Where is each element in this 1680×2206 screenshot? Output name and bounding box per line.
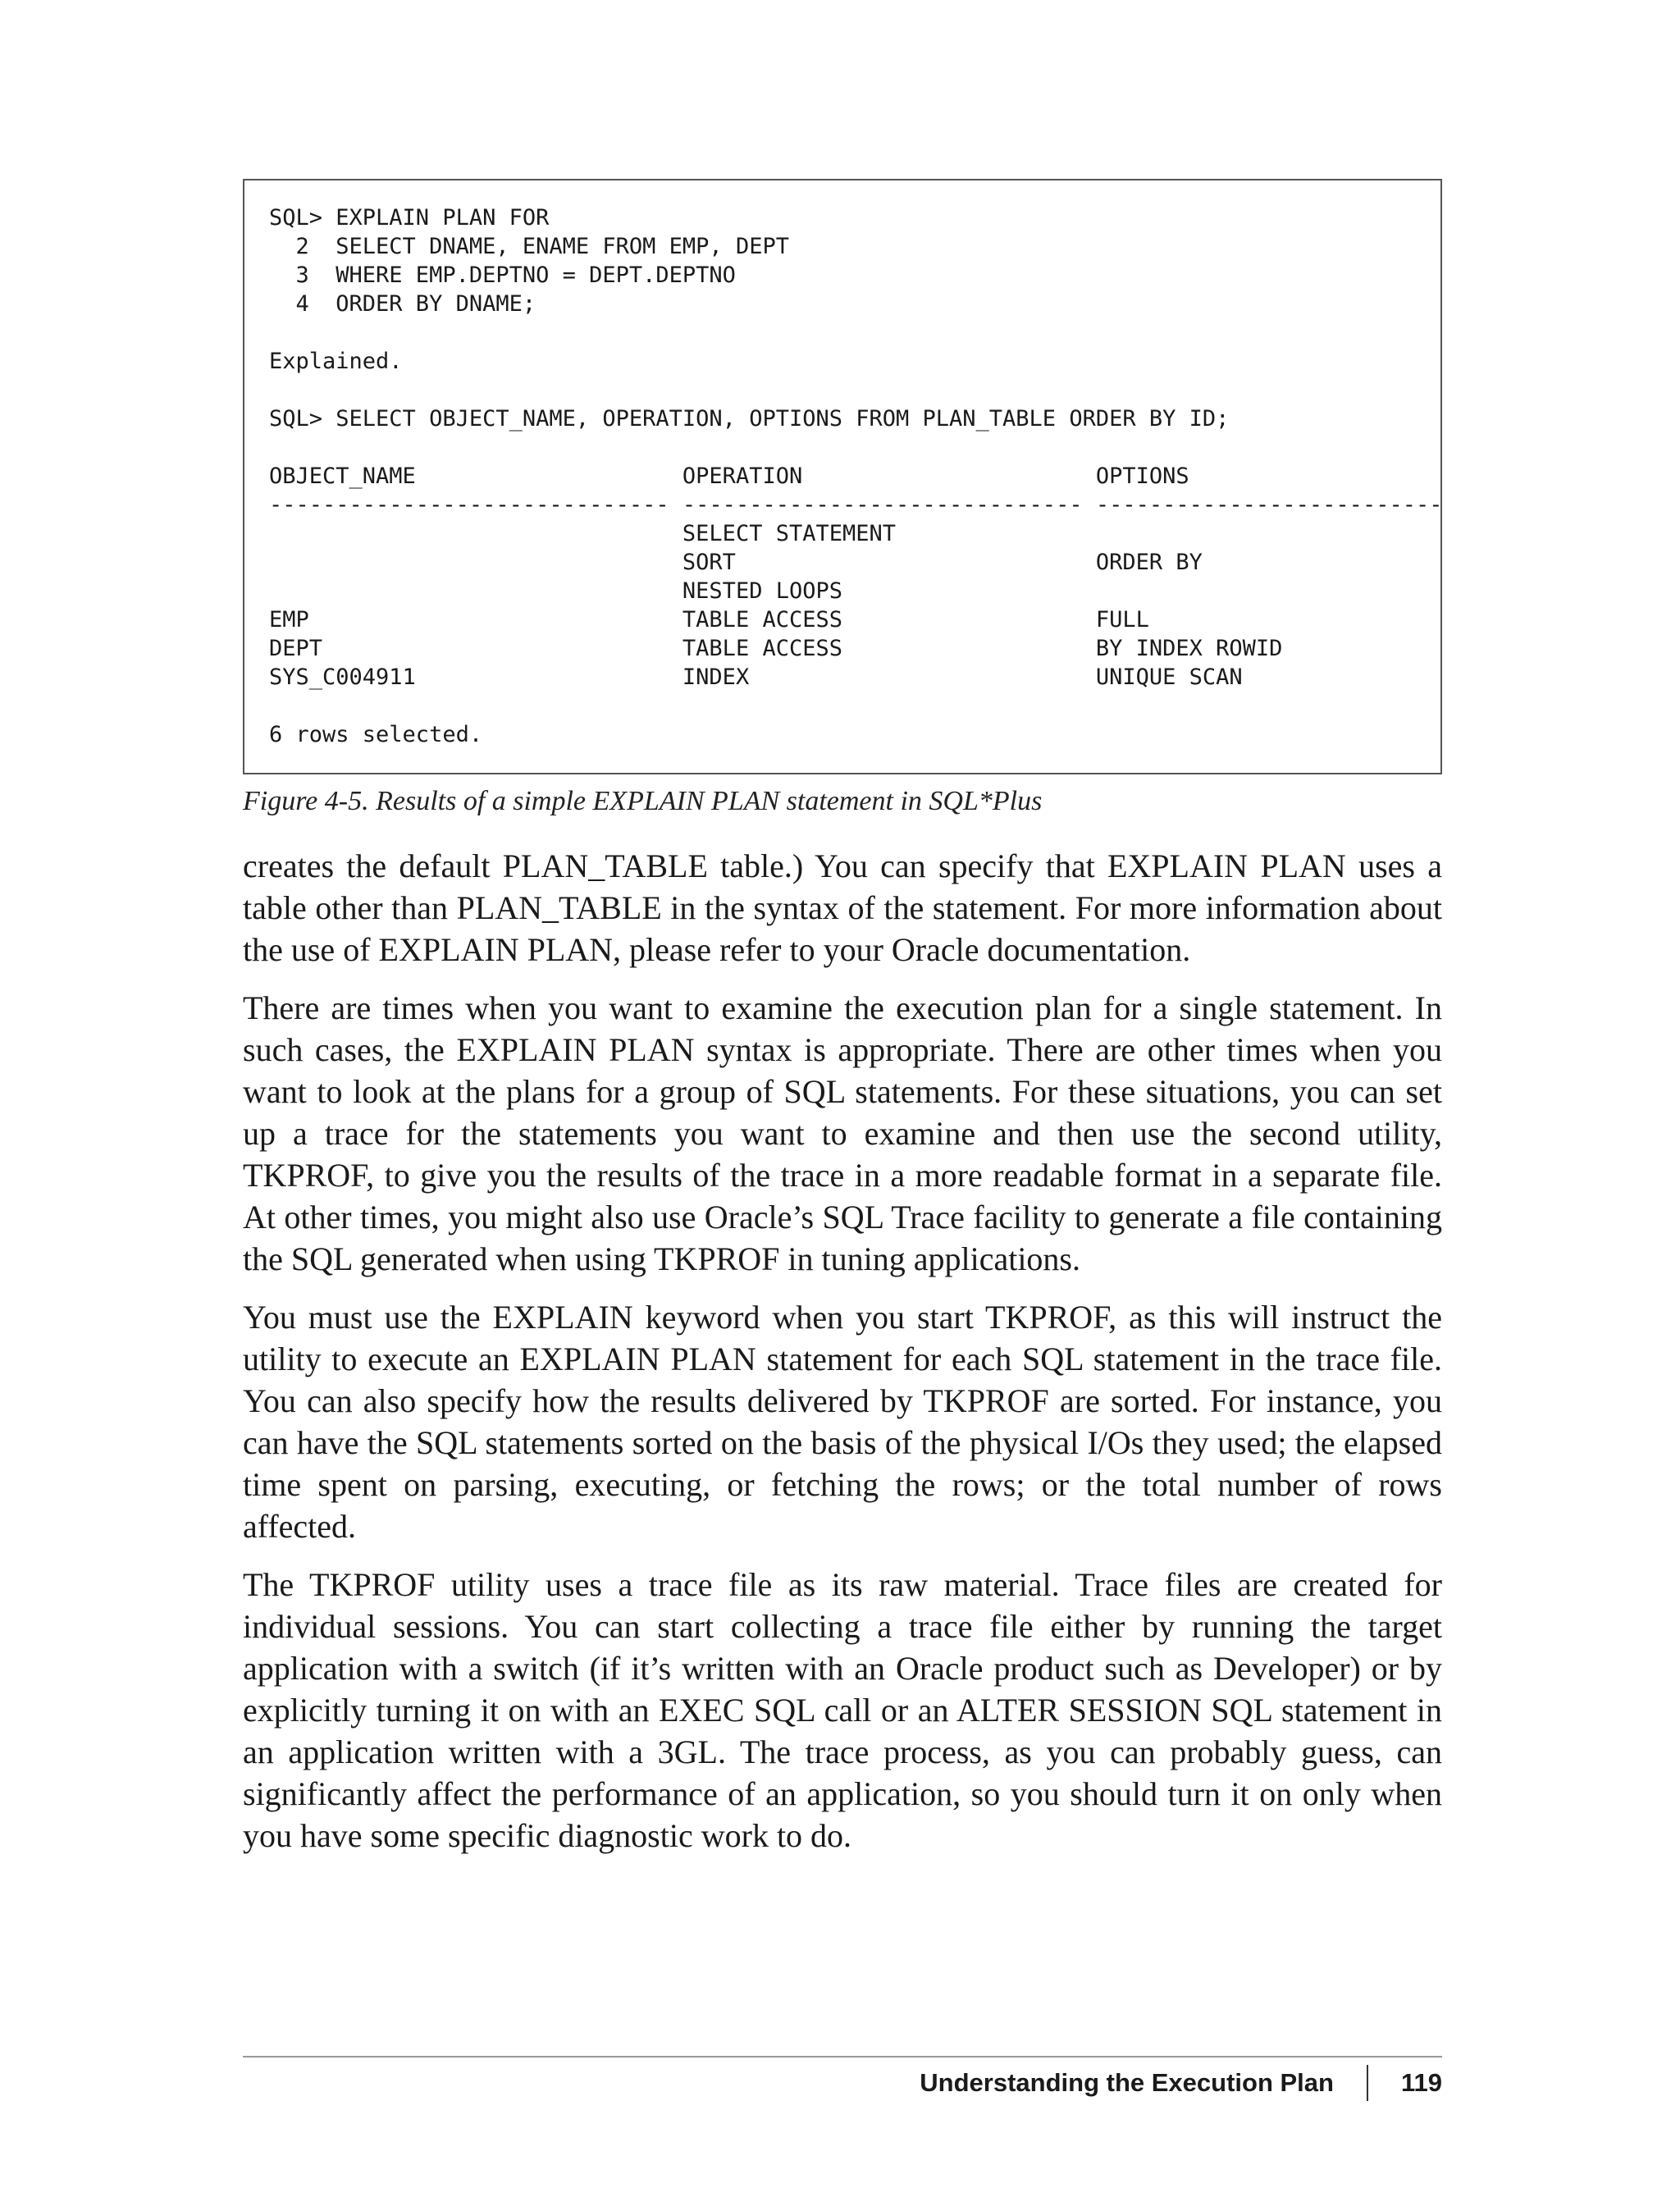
page-number: 119 <box>1400 2068 1442 2097</box>
code-line: SORT ORDER BY <box>269 550 1203 575</box>
running-section-title: Understanding the Execution Plan <box>920 2068 1334 2097</box>
code-line: SELECT STATEMENT <box>269 521 897 546</box>
figure-caption: Figure 4-5. Results of a simple EXPLAIN PLAN statement in SQL*Plus <box>243 786 1043 816</box>
code-line: SYS_C004911 INDEX UNIQUE SCAN <box>269 665 1243 690</box>
code-figure <box>243 179 1442 774</box>
code-line: DEPT TABLE ACCESS BY INDEX ROWID <box>269 636 1283 661</box>
paragraph: You must use the EXPLAIN keyword when you start TKPROF, as this will instruct the utility to execute an EXPLAIN PLAN statement for each SQL statement in the trace file. You can also specify how the results delivered by TKPROF are sorted. For instance, you can have the SQL statements sorted on the basis of the physical I/Os they used; the elapsed time spent on parsing, executing, or fetching the rows; or the total number of rows affected. <box>243 1299 1442 1545</box>
code-line: EMP TABLE ACCESS FULL <box>269 607 1149 633</box>
code-line: 2 SELECT DNAME, ENAME FROM EMP, DEPT <box>269 234 789 259</box>
code-line: 4 ORDER BY DNAME; <box>269 291 536 317</box>
paragraph: creates the default PLAN_TABLE table.) You can specify that EXPLAIN PLAN uses a table other than PLAN_TABLE in the syntax of the statement. For more information about the use of EXPLAIN PLAN, please refer to your Oracle documentation. <box>243 847 1442 968</box>
code-line: SQL> EXPLAIN PLAN FOR <box>269 205 550 231</box>
paragraph: The TKPROF utility uses a trace file as its raw material. Trace files are created for individual sessions. You can start collecting a trace file either by running the target application with a switch (if it’s written with an Oracle product such as Developer) or by explicitly turning it on with an EXEC SQL call or an ALTER SESSION SQL statement in an application written with a 3GL. The trace process, as you can probably guess, can significantly affect the performance of an application, so you should turn it on only when you have some specific diagnostic work to do. <box>243 1566 1442 1854</box>
code-line: SQL> SELECT OBJECT_NAME, OPERATION, OPTIONS FROM PLAN_TABLE ORDER BY ID; <box>269 406 1230 432</box>
code-listing <box>269 203 1442 749</box>
code-line: Explained. <box>269 349 403 374</box>
page-footer <box>243 2062 1442 2103</box>
footer-divider <box>243 2056 1442 2058</box>
code-line: 3 WHERE EMP.DEPTNO = DEPT.DEPTNO <box>269 263 736 288</box>
paragraph: There are times when you want to examine the execution plan for a single statement. In such cases, the EXPLAIN PLAN syntax is appropriate. There are other times when you want to look at the plans for a group of SQL statements. For these situations, you can set up a trace for the statements you want to examine and then use the second utility, TKPROF, to give you the results of the trace in a more readable format in a separate file. At other times, you might also use Oracle’s SQL Trace facility to generate a file containing the SQL generated when using TKPROF in tuning applications. <box>243 989 1442 1277</box>
code-line: OBJECT_NAME OPERATION OPTIONS <box>269 464 1189 489</box>
footer-separator <box>1367 2065 1368 2101</box>
code-line: ------------------------------ ------------------------------ -------------------------- <box>269 492 1443 518</box>
code-line: NESTED LOOPS <box>269 578 842 604</box>
code-line: 6 rows selected. <box>269 722 483 747</box>
body-text <box>243 845 1442 1873</box>
